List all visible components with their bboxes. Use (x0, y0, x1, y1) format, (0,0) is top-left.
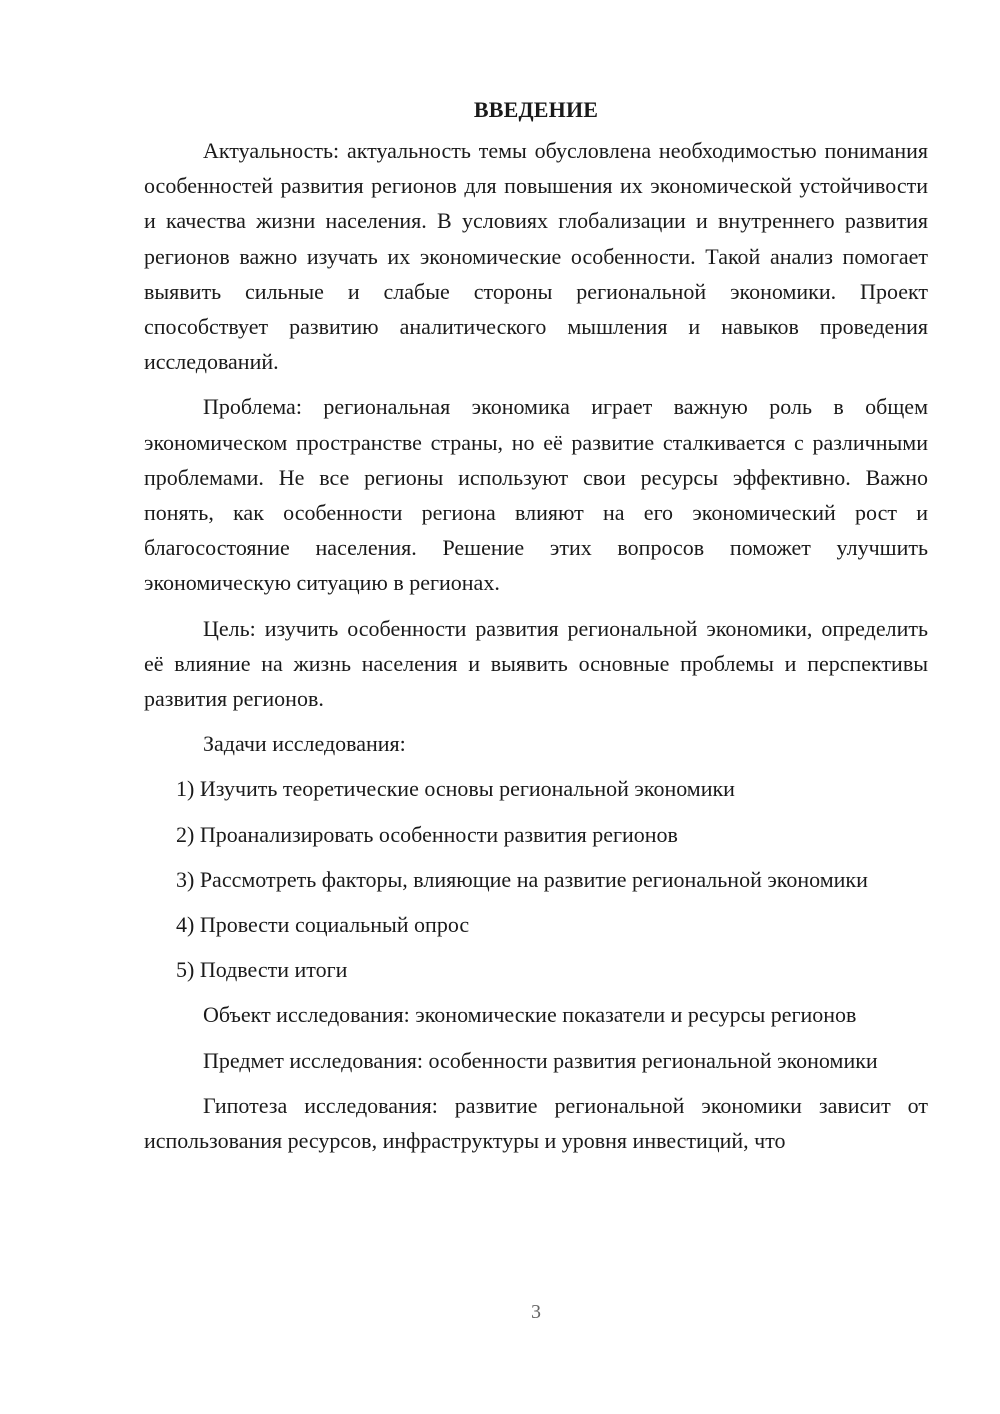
goal-paragraph: Цель: изучить особенности развития региональной экономики, определить её влияние на жизнь населения и выявить основные проблемы и перспективы развития регионов. (144, 615, 928, 712)
task-item-5: 5) Подвести итоги (176, 957, 348, 983)
research-subject-paragraph: Предмет исследования: особенности развития региональной экономики (203, 1047, 878, 1073)
document-page (144, 92, 928, 1168)
task-item-2: 2) Проанализировать особенности развития регионов (176, 821, 678, 847)
task-item-1: 1) Изучить теоретические основы региональной экономики (176, 776, 735, 802)
page-number: 3 (531, 1301, 541, 1323)
task-item-3: 3) Рассмотреть факторы, влияющие на развитие региональной экономики (176, 866, 868, 892)
research-object-paragraph: Объект исследования: экономические показатели и ресурсы регионов (203, 1002, 857, 1028)
problem-paragraph: Проблема: региональная экономика играет важную роль в общем экономическом пространстве страны, но её развитие сталкивается с различными проблемами. Не все регионы используют свои ресурсы эффективно. Важно понять, как особенности региона влияют на его экономический рост и благосостояние населения. Решение этих вопросов поможет улучшить экономическую ситуацию в регионах. (144, 394, 928, 596)
research-hypothesis-paragraph: Гипотеза исследования: развитие региональной экономики зависит от использования ресурсов, инфраструктуры и уровня инвестиций, что (144, 1092, 928, 1154)
task-item-4: 4) Провести социальный опрос (176, 912, 470, 938)
page-heading: ВВЕДЕНИЕ (473, 97, 599, 122)
relevance-paragraph: Актуальность: актуальность темы обусловлена необходимостью понимания особенностей развития регионов для повышения их экономической устойчивости и качества жизни населения. В условиях глобализации и внутреннего развития регионов важно изучать их экономические особенности. Такой анализ помогает выявить сильные и слабые стороны региональной экономики. Проект способствует развитию аналитического мышления и навыков проведения исследований. (144, 138, 928, 375)
tasks-title: Задачи исследования: (203, 731, 406, 757)
